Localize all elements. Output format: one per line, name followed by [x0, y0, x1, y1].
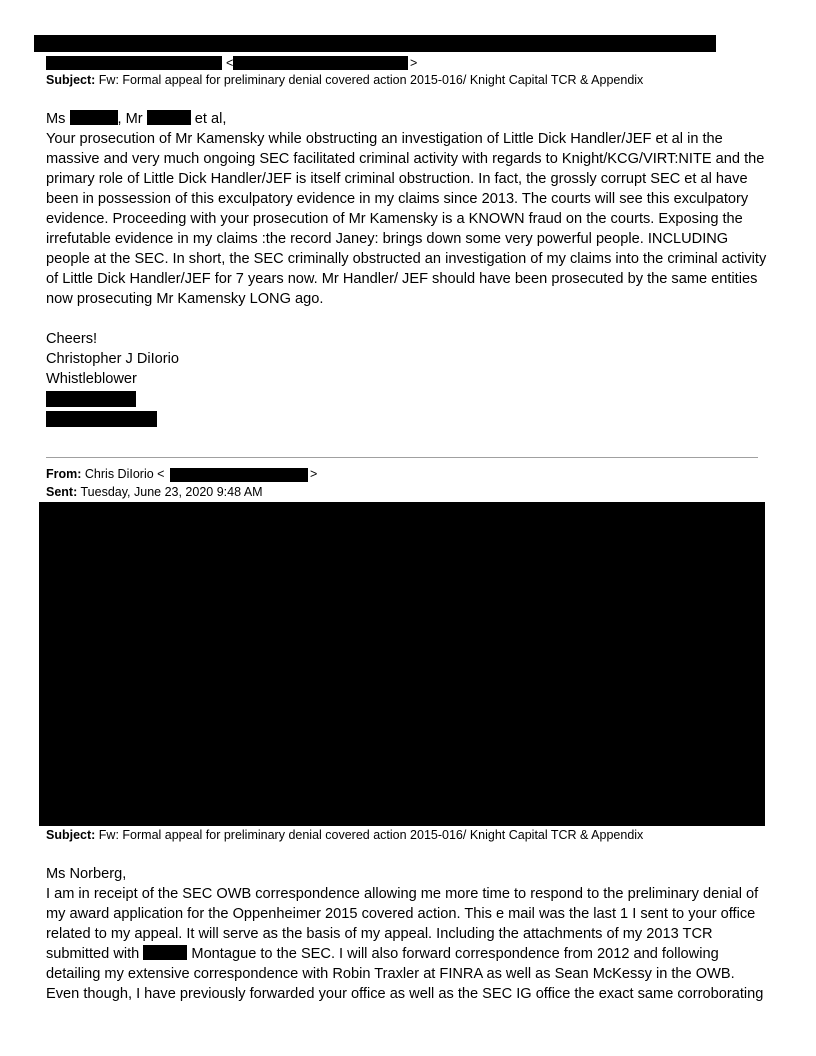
email2-from-line [46, 467, 164, 482]
from-angle-close: > [310, 467, 318, 481]
email2-body-text [46, 884, 770, 1004]
redacted-sender-name [46, 56, 222, 70]
from-label: From: [46, 467, 82, 481]
email2-subject-line [46, 828, 643, 843]
subject-text-2: Fw: Formal appeal for preliminary denial covered action 2015-016/ Knight Capital TCR & Appendix [98, 828, 644, 842]
email2-sent-line [46, 485, 263, 500]
subject-label-2: Subject: [46, 828, 96, 842]
email1-signoff: Cheers! [46, 331, 98, 347]
email2-salutation: Ms Norberg, [46, 866, 127, 882]
email1-body-text: Your prosecution of Mr Kamensky while obstructing an investigation of Little Dick Handler/JEF et al in the massive and very much ongoing SEC facilitated criminal activity with regards to Knight/KCG/VIRT:NITE and the primary role of Little Dick Handler/JEF is itself criminal obstruction. In fact, the grossly corrupt SEC et al have been in possession of this exculpatory evidence in my claims since 2013. The courts will see this exculpatory evidence. Proceeding with your prosecution of Mr Kamensky is a KNOWN fraud on the courts. Exposing the irrefutable evidence in my claims :the record Janey: brings down some very powerful people. INCLUDING people at the SEC. In short, the SEC criminally obstructed an investigation of my claims into the criminal activity of Little Dick Handler/JEF for 7 years now. Mr Handler/ JEF should have been prosecuted by the same entities now prosecuting Mr Kamensky LONG ago. [46, 131, 767, 307]
email1-signature-title: Whistleblower [46, 371, 137, 387]
redacted-sender-email [233, 56, 408, 70]
subject-text: Fw: Formal appeal for preliminary denial covered action 2015-016/ Knight Capital TCR & Appendix [98, 73, 644, 87]
email1-body [46, 109, 770, 389]
redacted-cosubmitter-name [143, 945, 187, 960]
redacted-from-email [170, 468, 308, 482]
subject-label: Subject: [46, 73, 96, 87]
email2-body [46, 864, 770, 1004]
email1-salutation [46, 109, 770, 129]
redacted-signature-line-2 [46, 411, 157, 427]
redacted-signature-line-1 [46, 391, 136, 407]
redacted-ms-name [70, 110, 118, 125]
email-divider [46, 457, 758, 458]
angle-close: > [410, 56, 418, 70]
redacted-from-bar [34, 35, 716, 52]
salutation-mr: , Mr [117, 111, 143, 127]
from-name: Chris DiIorio < [84, 467, 165, 481]
email2-body-part2: Montague to the SEC. I will also forward correspondence from 2012 and following detailing my extensive correspondence with Robin Traxler at FINRA as well as Sean McKessy in the OWB. Even though, I have previously forwarded your office as well as the SEC IG office the exact same corroborating [46, 946, 764, 1002]
email2-body-part1: I am in receipt of the SEC OWB correspondence allowing me more time to respond to the preliminary denial of my award application for the Oppenheimer 2015 covered action. This e mail was the last 1 I sent to your office related to my appeal. It will serve as the basis of my appeal. Including the attachments of my 2013 TCR submitted with [46, 886, 759, 962]
redacted-mr-name [147, 110, 191, 125]
salutation-ms: Ms [46, 111, 66, 127]
redacted-recipients-block [39, 502, 765, 826]
sent-value: Tuesday, June 23, 2020 9:48 AM [80, 485, 263, 499]
angle-open: < [226, 56, 234, 70]
sent-label: Sent: [46, 485, 78, 499]
email1-signature-name: Christopher J DiIorio [46, 351, 180, 367]
salutation-end: et al, [194, 111, 227, 127]
email1-subject-line [46, 73, 643, 88]
